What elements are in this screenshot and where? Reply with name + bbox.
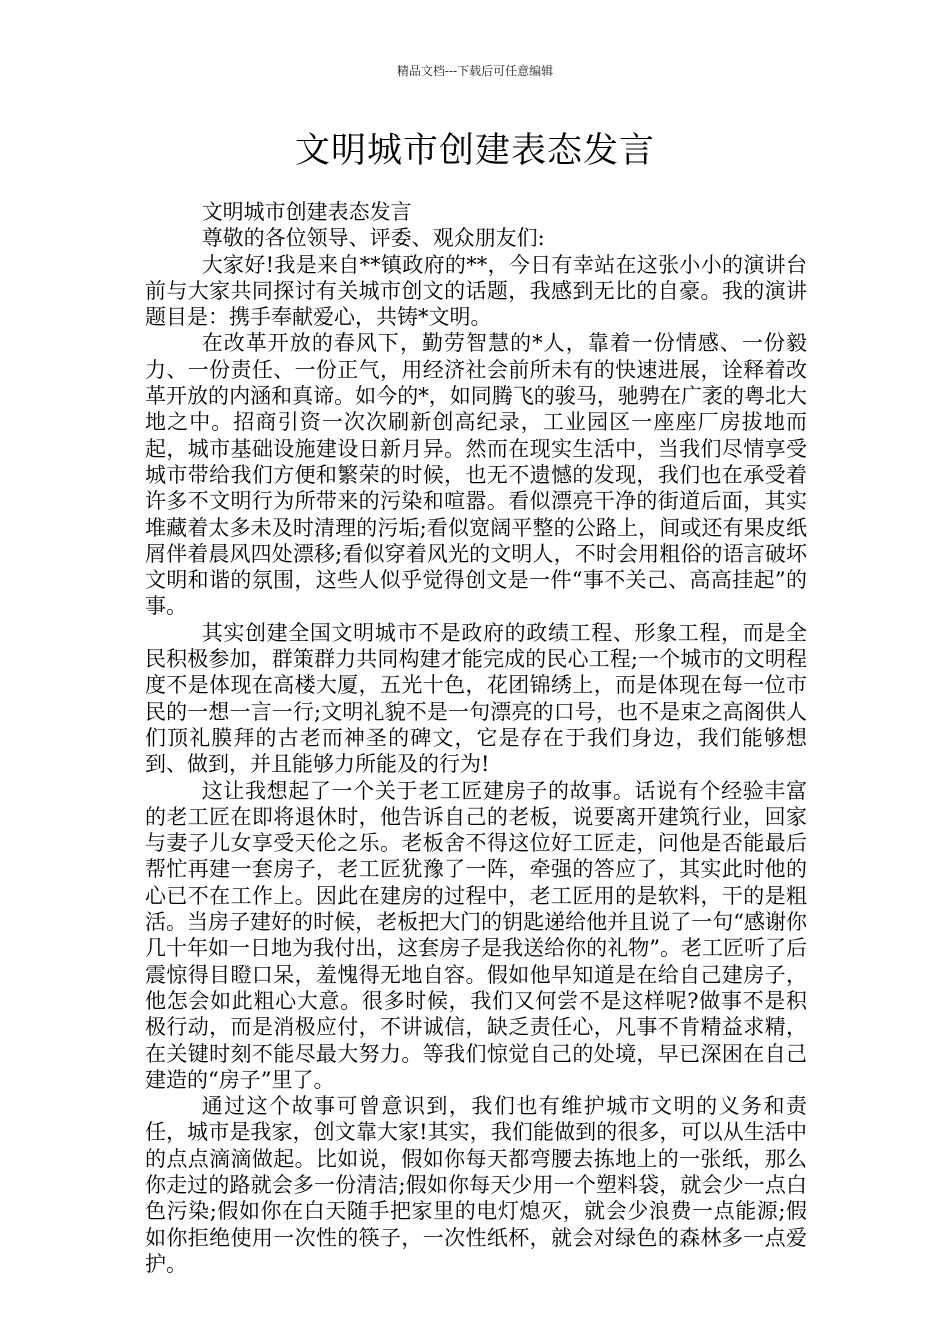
document-body [145,199,807,1277]
paragraph-story: 这让我想起了一个关于老工匠建房子的故事。话说有个经验丰富的老工匠在即将退休时，他告诉自己的老板，说要离开建筑行业，回家与妻子儿女享受天伦之乐。老板舍不得这位好工匠走，问他是否能最后帮忙再建一套房子，老工匠犹豫了一阵，牵强的答应了，其实此时他的心已不在工作上。因此在建房的过程中，老工匠用的是软料，干的是粗活。当房子建好的时候，老板把大门的钥匙递给他并且说了一句“感谢你几十年如一日地为我付出，这套房子是我送给你的礼物”。老工匠听了后震惊得目瞪口呆，羞愧得无地自容。假如他早知道是在给自己建房子，他怎会如此粗心大意。很多时候，我们又何尝不是这样呢?做事不是积极行动，而是消极应付，不讲诚信，缺乏责任心，凡事不肯精益求精，在关键时刻不能尽最大努力。等我们惊觉自己的处境，早已深困在自己建造的“房子”里了。 [145,778,807,1092]
paragraph-reform: 在改革开放的春风下，勤劳智慧的*人，靠着一份情感、一份毅力、一份责任、一份正气，用经济社会前所未有的快速进展，诠释着改革开放的内涵和真谛。如今的*，如同腾飞的骏马，驰骋在广袤的粤北大地之中。招商引资一次次刷新创高纪录，工业园区一座座厂房拔地而起，城市基础设施建设日新月异。然而在现实生活中，当我们尽情享受城市带给我们方便和繁荣的时候，也无不遗憾的发现，我们也在承受着许多不文明行为所带来的污染和喧嚣。看似漂亮干净的街道后面，其实堆藏着太多未及时清理的污垢;看似宽阔平整的公路上，间或还有果皮纸屑伴着晨风四处漂移;看似穿着风光的文明人，不时会用粗俗的语言破坏文明和谐的氛围，这些人似乎觉得创文是一件“事不关己、高高挂起”的事。 [145,331,807,619]
paragraph-civilized-city: 其实创建全国文明城市不是政府的政绩工程、形象工程，而是全民积极参加，群策群力共同构建才能完成的民心工程;一个城市的文明程度不是体现在高楼大厦，五光十色，花团锦绣上，而是体现在每一位市民的一想一言一行;文明礼貌不是一句漂亮的口号，也不是束之高阁供人们顶礼膜拜的古老而神圣的碑文，它是存在于我们身边，我们能够想到、做到，并且能够力所能及的行为! [145,620,807,777]
page-header: 精品文档---下载后可任意编辑 [396,64,554,78]
paragraph-conclusion: 通过这个故事可曾意识到，我们也有维护城市文明的义务和责任，城市是我家，创文靠大家!其实，我们能做到的很多，可以从生活中的点点滴滴做起。比如说，假如你每天都弯腰去拣地上的一张纸，那么你走过的路就会多一份清洁;假如你每天少用一个塑料袋，就会少一点白色污染;假如你在白天随手把家里的电灯熄灭，就会少浪费一点能源;假如你拒绝使用一次性的筷子，一次性纸杯，就会对绿色的森林多一点爱护。 [145,1094,807,1276]
paragraph-salutation: 尊敬的各位领导、评委、观众朋友们: [201,226,545,251]
document-title: 文明城市创建表态发言 [294,131,655,171]
paragraph-subtitle: 文明城市创建表态发言 [201,200,412,224]
paragraph-greeting: 大家好!我是来自**镇政府的**，今日有幸站在这张小小的演讲台前与大家共同探讨有关城市创文的话题，我感到无比的自豪。我的演讲题目是：携手奉献爱心，共铸*文明。 [145,252,807,330]
